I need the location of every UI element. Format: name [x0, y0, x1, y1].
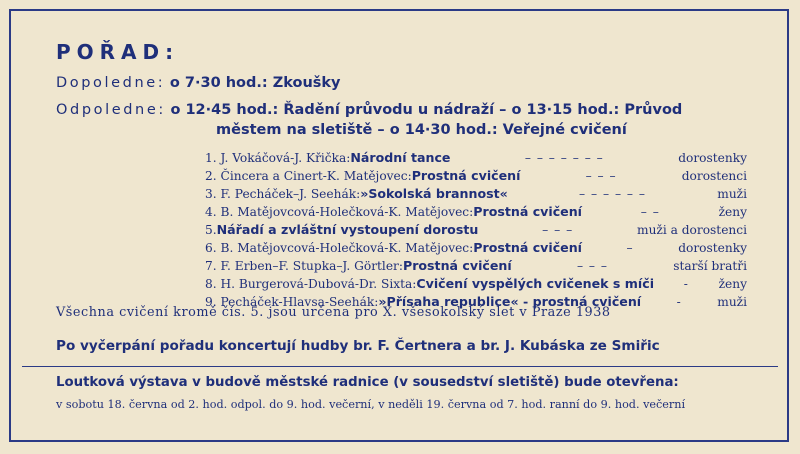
program-item-group: starší bratři: [673, 259, 747, 273]
note-music: Po vyčerpání pořadu koncertují hudby br. F. Čertnera a br. J. Kubáska ze Smiřic: [56, 338, 660, 354]
program-item-group: dorostenky: [678, 151, 747, 165]
program-item-lead: 4. B. Matějovcová-Holečková-K. Matějovec:: [205, 205, 474, 219]
program-item: [205, 239, 747, 257]
program-item-group: ženy: [718, 205, 747, 219]
program-item-group: dorostenci: [681, 169, 747, 183]
program-item: [205, 149, 747, 167]
program-item-lead: 7. F. Erben–F. Stupka–J. Görtler:: [205, 259, 403, 273]
program-item-dashes: –: [626, 241, 634, 255]
program-item-lead: 1. J. Vokáčová-J. Křička:: [205, 151, 351, 165]
program-item-lead: 5.: [205, 223, 217, 237]
program-item-title: Nářadí a zvláštní vystoupení dorostu: [216, 222, 479, 237]
program-item: [205, 221, 747, 239]
program-item: [205, 257, 747, 275]
program-item-dashes: – – –: [542, 223, 574, 237]
puppet-exhibition-times: v sobotu 18. června od 2. hod. odpol. do 9. hod. večerní, v neděli 19. června od 7. hod. ranní do 9. hod. večerní: [56, 398, 686, 411]
program-item-dashes: – – –: [585, 169, 617, 183]
afternoon-schedule: [56, 102, 682, 118]
program-item-dashes: – – – – – –: [579, 187, 646, 201]
program-item-lead: 9. Pecháček-Hlavsa-Seehák:: [205, 295, 379, 309]
program-item-title: Prostná cvičení: [402, 258, 512, 273]
program-item: [205, 185, 747, 203]
program-item-title: Prostná cvičení: [411, 168, 521, 183]
afternoon-label: Odpoledne:: [56, 102, 166, 118]
program-heading: POŘAD:: [56, 40, 180, 64]
program-item-group: dorostenky: [678, 241, 747, 255]
program-item: [205, 167, 747, 185]
program-item-lead: 6. B. Matějovcová-Holečková-K. Matějovec:: [205, 241, 474, 255]
program-item-dashes: – – –: [576, 259, 608, 273]
program-item-title: »Přísaha republice« - prostná cvičení: [378, 294, 642, 309]
morning-label: Dopoledne:: [56, 75, 166, 91]
program-item-group: muži: [717, 187, 747, 201]
program-item-title: »Sokolská brannost«: [360, 186, 508, 201]
afternoon-line-2: městem na sletiště – o 14·30 hod.: Veřejné cvičení: [216, 122, 627, 138]
program-item-dashes: -: [676, 295, 682, 309]
program-item-lead: 2. Čincera a Cinert-K. Matějovec:: [205, 169, 412, 183]
note-all-exercises: Všechna cvičení kromě čís. 5. jsou určena pro X. všesokolský slet v Praze 1938: [56, 305, 611, 320]
program-item: [205, 203, 747, 221]
program-item-title: Cvičení vyspělých cvičenek s míči: [416, 276, 655, 291]
program-item-lead: 8. H. Burgerová-Dubová-Dr. Sixta:: [205, 277, 417, 291]
puppet-exhibition-title: Loutková výstava v budově městské radnice (v sousedství sletiště) bude otevřena:: [56, 375, 679, 390]
program-item-group: ženy: [718, 277, 747, 291]
program-item-dashes: -: [683, 277, 689, 291]
program-item-title: Prostná cvičení: [473, 204, 582, 219]
program-item-dashes: – –: [640, 205, 660, 219]
program-item-lead: 3. F. Pecháček–J. Seehák:: [205, 187, 361, 201]
program-item: [205, 275, 747, 293]
program-item-title: Prostná cvičení: [473, 240, 582, 255]
morning-schedule: [56, 75, 341, 91]
morning-text: o 7·30 hod.: Zkoušky: [169, 75, 341, 91]
afternoon-line-1: o 12·45 hod.: Řadění průvodu u nádraží – o 13·15 hod.: Průvod: [170, 102, 683, 118]
program-list: [205, 149, 747, 311]
program-item-group: muži: [717, 295, 747, 309]
program-item-title: Národní tance: [350, 150, 451, 165]
divider-line: [22, 366, 778, 367]
program-item-dashes: – – – – – – –: [524, 151, 604, 165]
program-item-group: muži a dorostenci: [637, 223, 747, 237]
